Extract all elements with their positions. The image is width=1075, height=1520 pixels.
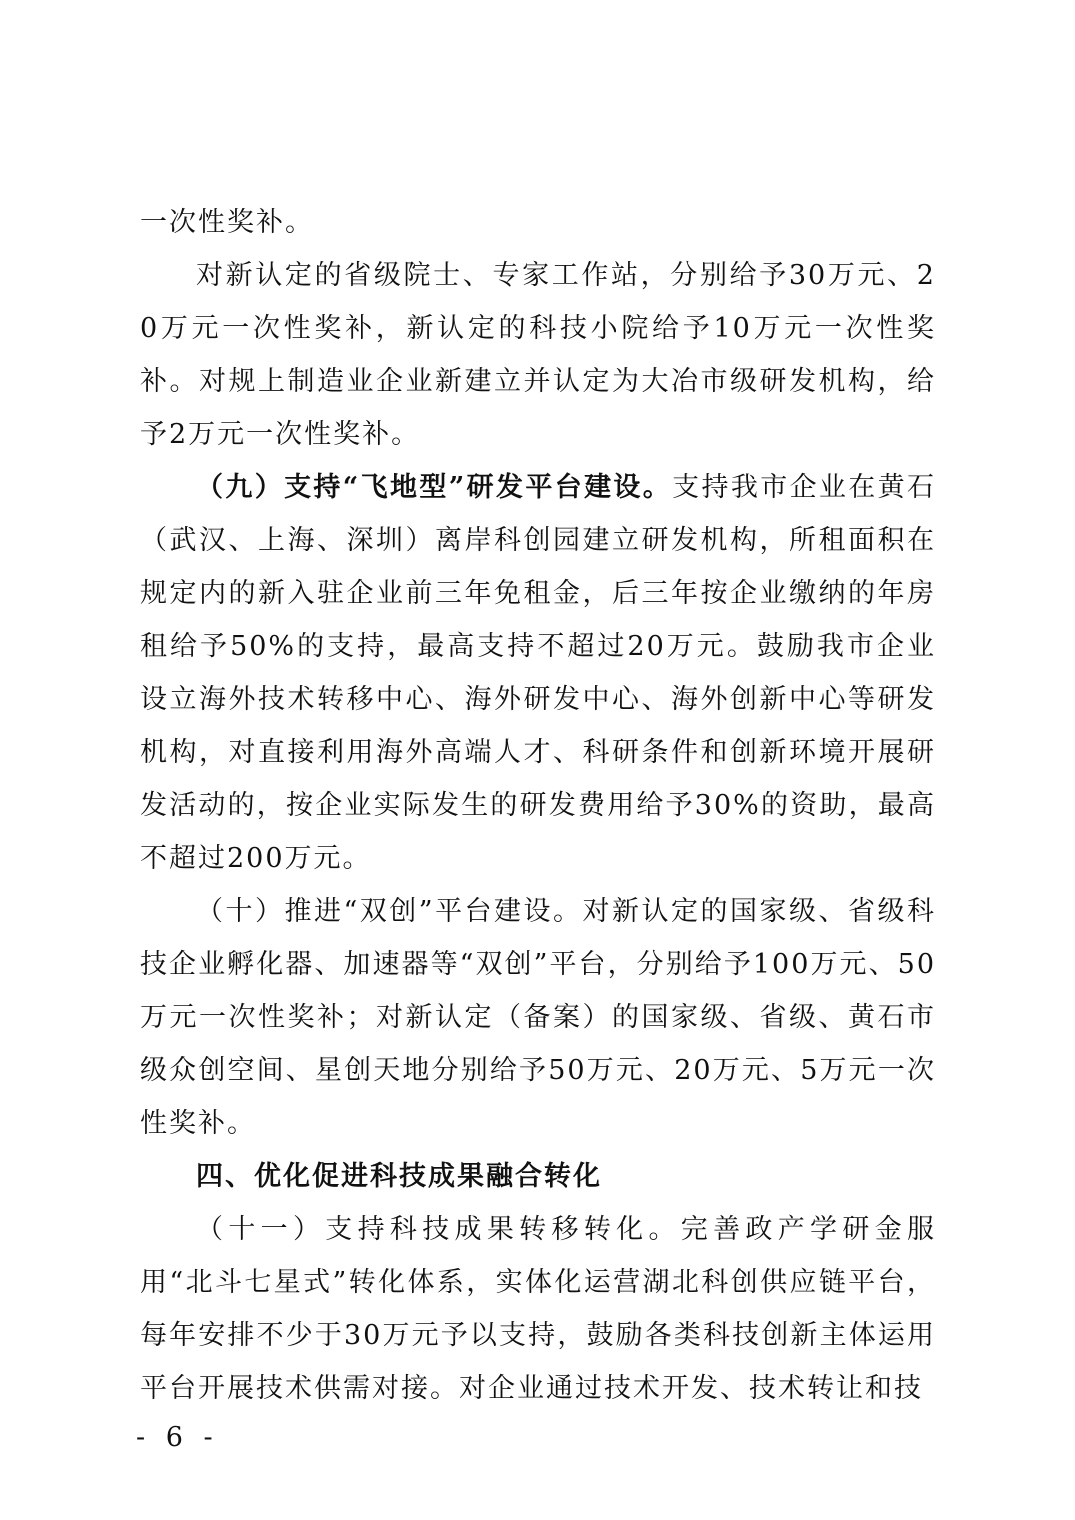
paragraph-continuation	[140, 196, 936, 249]
paragraph-innovation-platform	[140, 885, 936, 1150]
paragraph-text: 对新认定的国家级、省级科技企业孵化器、加速器等“双创”平台，分别给予100万元、50万元一次性奖补；对新认定（备案）的国家级、省级、黄石市级众创空间、星创天地分别给予50万元、20万元、5万元一次性奖补。	[140, 896, 936, 1139]
paragraph-tech-transfer	[140, 1203, 936, 1415]
page-number: - 6 -	[136, 1422, 219, 1453]
paragraph-heading: （九）支持“飞地型”研发平台建设。	[196, 472, 673, 503]
paragraph-text: 一次性奖补。	[140, 207, 314, 238]
paragraph-enclave-rd-platform	[140, 461, 936, 885]
paragraph-text: 对新认定的省级院士、专家工作站，分别给予30万元、20万元一次性奖补，新认定的科技小院给予10万元一次性奖补。对规上制造业企业新建立并认定为大冶市级研发机构，给予2万元一次性奖补。	[140, 260, 936, 450]
section-heading: 四、优化促进科技成果融合转化	[196, 1161, 602, 1192]
paragraph-heading: （十一）支持科技成果转移转化。	[196, 1214, 681, 1245]
document-body	[140, 196, 936, 1415]
paragraph-text: 支持我市企业在黄石（武汉、上海、深圳）离岸科创园建立研发机构，所租面积在规定内的新入驻企业前三年免租金，后三年按企业缴纳的年房租给予50%的支持，最高支持不超过20万元。鼓励我市企业设立海外技术转移中心、海外研发中心、海外创新中心等研发机构，对直接利用海外高端人才、科研条件和创新环境开展研发活动的，按企业实际发生的研发费用给予30%的资助，最高不超过200万元。	[140, 472, 937, 874]
paragraph-academician-workstation	[140, 249, 936, 461]
paragraph-text: 完善政产学研金服用“北斗七星式”转化体系，实体化运营湖北科创供应链平台，每年安排不少于30万元予以支持，鼓励各类科技创新主体运用平台开展技术供需对接。对企业通过技术开发、技术转让和技	[140, 1214, 937, 1404]
paragraph-heading: （十）推进“双创”平台建设。	[196, 896, 583, 927]
